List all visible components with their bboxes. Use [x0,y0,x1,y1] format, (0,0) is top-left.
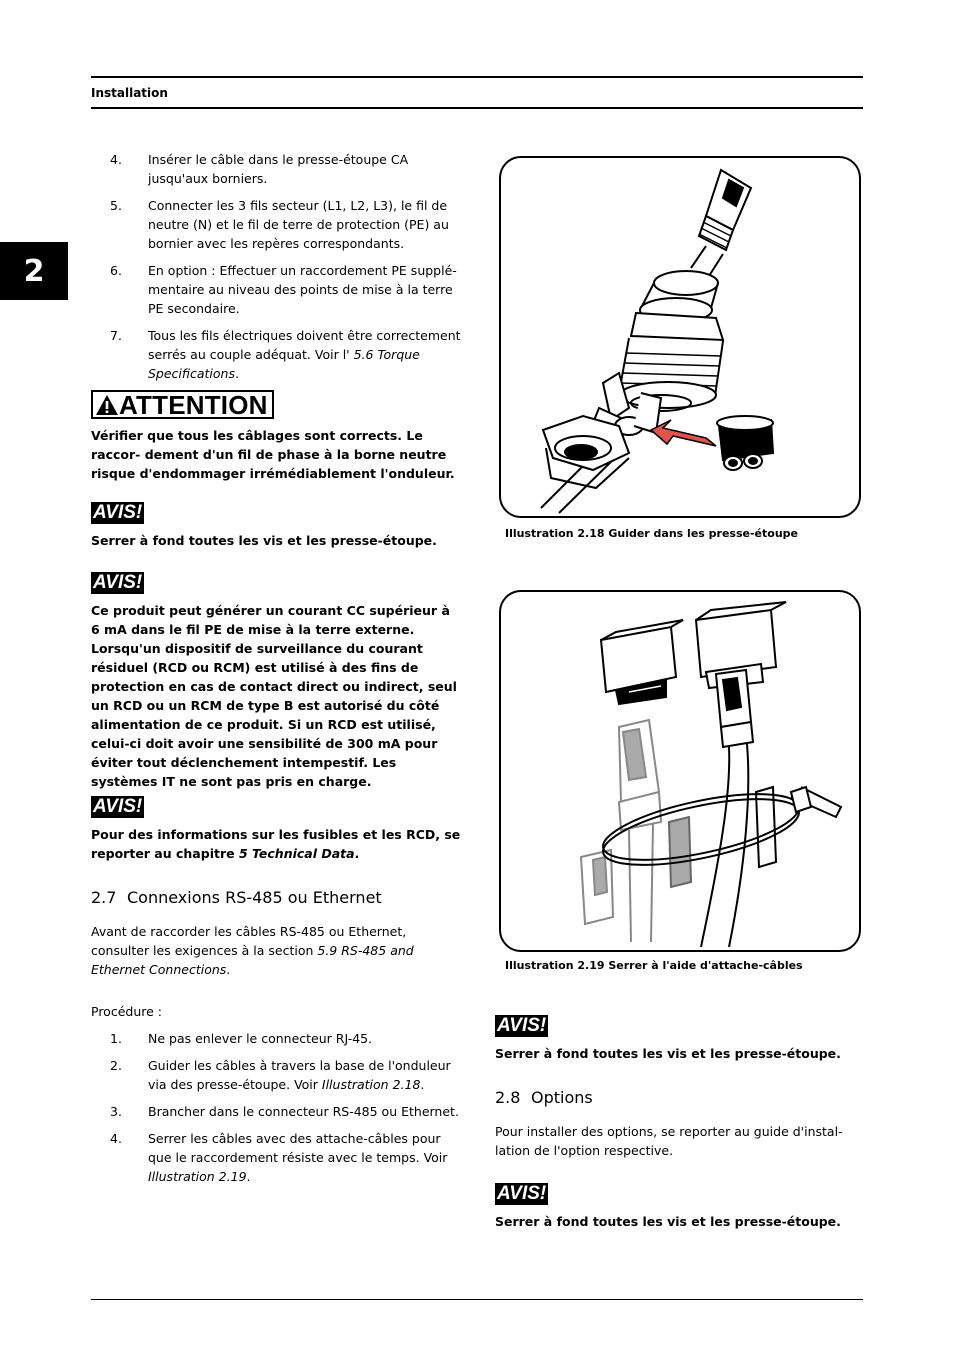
notice-label: AVIS! [93,502,143,523]
footer-rule [91,1299,863,1300]
figure-caption-2-18: Illustration 2.18 Guider dans les presse-étoupe [505,527,798,540]
section-number: 2.8 [495,1088,521,1107]
notice-block-5 [495,1183,865,1231]
header-rule-bottom [91,107,863,109]
attention-text: Vérifier que tous les câblages sont corrects. Le raccor- dement d'un fil de phase à la borne neutre risque d'endommager irrémédiablement l'onduleur. [91,427,455,481]
notice-block-1 [91,502,461,550]
list-item [91,326,461,383]
attention-label: ATTENTION [119,389,268,420]
step-text: Insérer le câble dans le presse-étoupe CA jusqu'aux borniers. [148,152,409,186]
attention-label-box [91,390,274,419]
cross-reference-link[interactable]: Illustration 2.18 [321,1077,421,1092]
list-item [91,196,461,253]
step-number: 4. [110,152,122,167]
notice-label: AVIS! [497,1183,547,1204]
step-number: 3. [110,1104,122,1119]
section-title: Connexions RS-485 ou Ethernet [127,888,382,907]
notice-text-part: Pour des informations sur les fusibles et les RCD, se reporter au chapitre [91,827,461,861]
list-item [91,150,461,188]
figure-cable-gland [499,156,861,518]
list-item [91,1102,461,1121]
step-text-end: . [246,1169,251,1184]
list-item [91,1029,461,1048]
step-number: 6. [110,263,122,278]
step-number: 5. [110,198,122,213]
section-2-7 [91,888,461,1194]
header-rule-top [91,76,863,78]
notice-label: AVIS! [93,572,143,593]
step-text: Serrer les câbles avec des attache-câbles pour que le raccordement résiste avec le temps. Voir [148,1131,448,1165]
notice-label: AVIS! [93,796,143,817]
step-text-end: . [234,366,239,381]
step-number: 4. [110,1131,122,1146]
step-number: 2. [110,1058,122,1073]
notice-block-2 [91,572,461,791]
notice-text: Ce produit peut générer un courant CC supérieur à 6 mA dans le fil PE de mise à la terre externe. Lorsqu'un dispositif de surveillance du courant résiduel (RCD ou RCM) est utilisé à des fins de protection en cas de contact direct ou indirect, seul un RCD ou un RCM de type B est autorisé du côté alimentation de ce produit. Si un RCD est utilisé, celui-ci doit avoir une sensibilité de 300 mA pour éviter tout déclenchement intempestif. Les systèmes IT ne sont pas pris en charge. [91,603,457,789]
cross-reference-link[interactable]: Illustration 2.19 [148,1169,247,1184]
section-heading [91,888,461,908]
cross-reference-link[interactable]: 5.6 Torque Specifications [148,347,420,381]
step-number: 7. [110,328,122,343]
notice-block-3 [91,796,461,863]
list-item [91,1056,461,1094]
section-2-8 [495,1088,865,1160]
install-steps-list [91,150,461,391]
step-text: Brancher dans le connecteur RS-485 ou Ethernet. [148,1104,459,1119]
step-text-end: . [420,1077,425,1092]
section-number: 2.7 [91,888,117,907]
notice-text [91,825,461,863]
attention-block [91,390,461,483]
list-item [91,261,461,318]
section-intro [91,922,461,979]
procedure-label: Procédure : [91,1004,162,1019]
notice-text: Serrer à fond toutes les vis et les presse-étoupe. [495,1046,841,1061]
step-text: Tous les fils électriques doivent être correctement serrés au couple adéquat. Voir l' [148,328,461,362]
intro-text: Avant de raccorder les câbles RS-485 ou Ethernet, consulter les exigences à la section [91,924,407,958]
cable-tie-illustration [501,592,859,950]
chapter-tab: 2 [0,242,68,300]
notice-block-4 [495,1015,865,1063]
section-heading [495,1088,865,1108]
cable-gland-illustration [501,158,859,516]
header-title: Installation [91,86,168,100]
notice-label: AVIS! [497,1015,547,1036]
section-text: Pour installer des options, se reporter au guide d'instal- lation de l'option respective. [495,1124,843,1158]
step-text: En option : Effectuer un raccordement PE supplé- mentaire au niveau des points de mise à la terre PE secondaire. [148,263,457,316]
notice-text-end: . [354,846,360,861]
cross-reference-link[interactable]: 5 Technical Data [238,846,355,861]
figure-cable-ties [499,590,861,952]
intro-text-end: . [226,962,231,977]
notice-text: Serrer à fond toutes les vis et les presse-étoupe. [91,533,437,548]
list-item [91,1129,461,1186]
figure-caption-2-19: Illustration 2.19 Serrer à l'aide d'attache-câbles [505,959,803,972]
section-title: Options [531,1088,593,1107]
step-number: 1. [110,1031,122,1046]
step-text: Guider les câbles à travers la base de l'onduleur via des presse-étoupe. Voir [148,1058,451,1092]
step-text: Ne pas enlever le connecteur RJ-45. [148,1031,373,1046]
notice-text: Serrer à fond toutes les vis et les presse-étoupe. [495,1214,841,1229]
cross-reference-link[interactable]: 5.9 RS-485 and Ethernet Connections [91,943,414,977]
step-text: Connecter les 3 fils secteur (L1, L2, L3), le fil de neutre (N) et le fil de terre de protection (PE) au bornier avec les repères correspondants. [148,198,449,251]
warning-triangle-icon [95,394,119,416]
